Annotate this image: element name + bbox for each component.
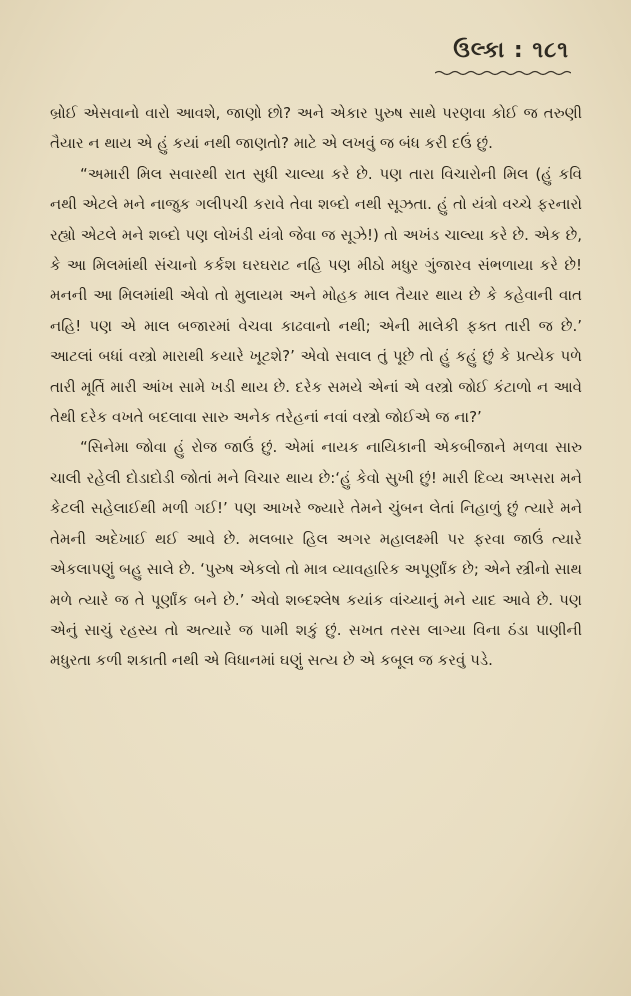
paragraph-3: “સિનેમા જોવા હું રોજ જાઉં છું. એમાં નાયક નાયિકાની એકબીજાને મળવા સારુ ચાલી રહેલી દોડાદોડી જોતાં મને વિચાર થાય છે:‘હું કેવો સુખી છું! મારી દિવ્ય અપ્સરા મને કેટલી સહેલાઈથી મળી ગઈ!’ પણ આખરે જ્યારે તેમને ચુંબન લેતાં નિહાળું છું ત્યારે મને તેમની અદેખાઈ થઈ આવે છે. મલબાર હિલ અગર મહાલક્ષ્મી પર ફરવા જાઉં ત્યારે એકલાપણું બહુ સાલે છે. ‘પુરુષ એકલો તો માત્ર વ્યાવહારિક અપૂર્ણાંક છે; એને સ્ત્રીનો સાથ મળે ત્યારે જ તે પૂર્ણાંક બને છે.’ એવો શબ્દશ્લેષ કયાંક વાંચ્યાનું મને યાદ આવે છે. પણ એનું સાચું રહસ્ય તો અત્યારે જ પામી શકું છું. સખત તરસ લાગ્યા વિના ઠંડા પાણીની મધુરતા કળી શકાતી નથી એ વિધાનમાં ઘણું સત્ય છે એ કબૂલ જ કરવું પડે. [50, 438, 582, 670]
paragraph-2: “અમારી મિલ સવારથી રાત સુધી ચાલ્યા કરે છે. પણ તારા વિચારોની મિલ (હું કવિ નથી એટલે મને નાજુક ગલીપચી કરાવે તેવા શબ્દો નથી સૂઝતા. હું તો યંત્રો વચ્ચે ફરનારો રહ્યો એટલે મને શબ્દો પણ લોખંડી યંત્રો જેવા જ સૂઝે!) તો અખંડ ચાલ્યા કરે છે. એક છે, કે આ મિલમાંથી સંચાનો કર્કશ ઘરઘરાટ નહિ પણ મીઠો મધુર ગુંજારવ સંભળાયા કરે છે! મનની આ મિલમાંથી એવો તો મુલાયમ અને મોહક માલ તૈયાર થાય છે કે કહેવાની વાત નહિ! પણ એ માલ બજારમાં વેચવા કાઢવાનો નથી; એની માલેકી ફક્ત તારી જ છે.’ આટલાં બધાં વસ્ત્રો મારાથી કયારે ખૂટશે?’ એવો સવાલ તું પૂછે તો હું કહું છું કે પ્રત્યેક પળે તારી મૂર્તિ મારી આંખ સામે ખડી થાય છે. દરેક સમયે એનાં એ વસ્ત્રો જોઈ કંટાળો ન આવે તેથી દરેક વખતે બદલાવા સારુ અનેક તરેહનાં નવાં વસ્ત્રો જોઈએ જ ના?’ [50, 164, 582, 427]
page-header: ઉલ્કા : ૧૮૧ [453, 38, 569, 63]
header-wavy-rule [435, 70, 571, 76]
body-text [50, 98, 582, 676]
paragraph-1: બ્રોઈ એસવાનો વારો આવશે, જાણો છો? અને એકાર પુરુષ સાથે પરણવા કોઈ જ તરુણી તૈયાર ન થાય એ હું કયાં નથી જાણતો? માટે એ લખવું જ બંધ કરી દઉં છું. [50, 104, 582, 153]
